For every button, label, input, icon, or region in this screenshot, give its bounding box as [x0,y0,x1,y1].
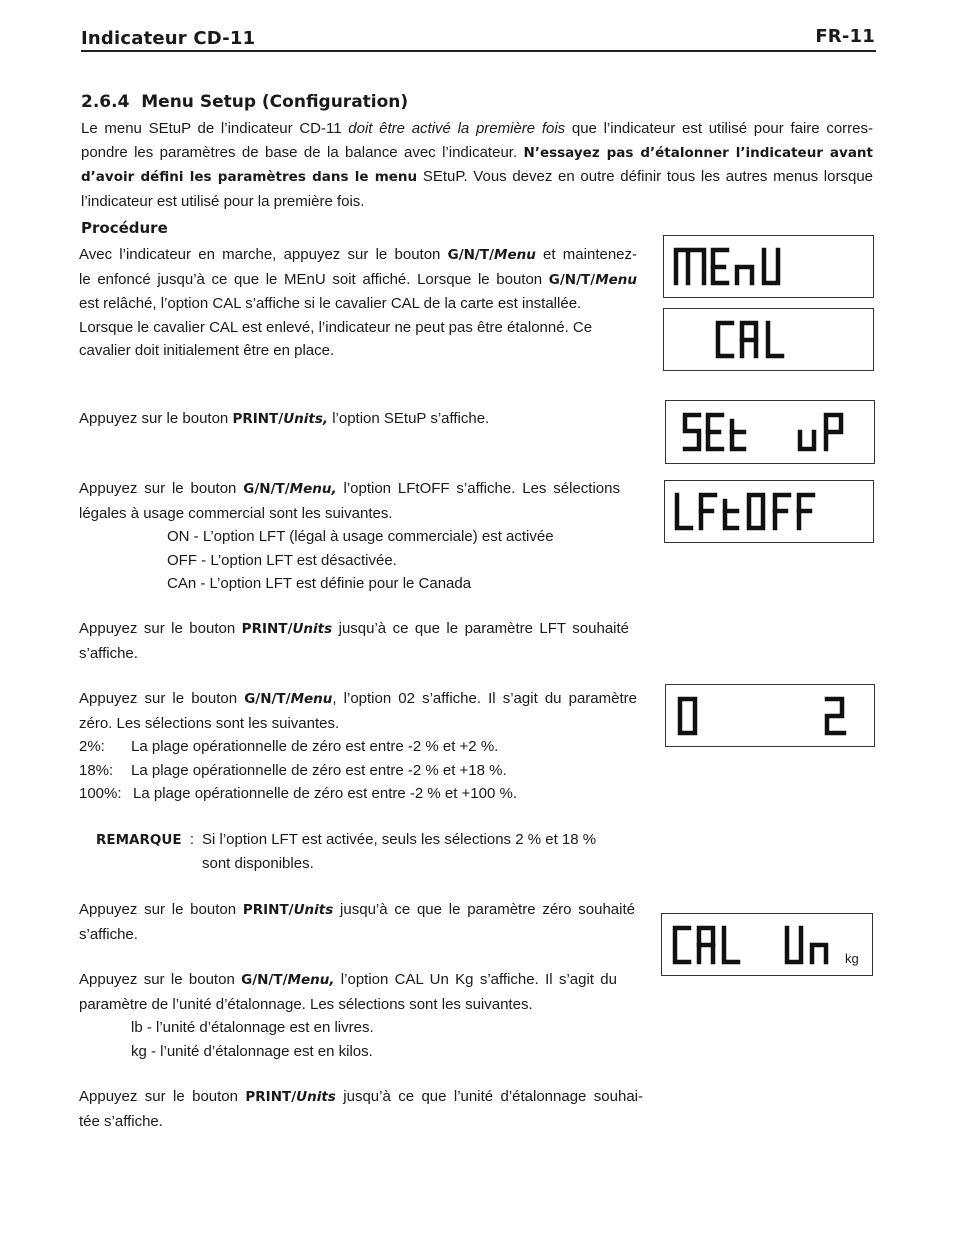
intro-paragraph [81,117,873,213]
intro-line: d’avoir défini les paramètres dans le menu SEtuP. Vous devez en outre définir tous les autres menus lorsque [81,168,874,185]
step-2: Appuyez sur le bouton PRINT/Units, l’option SEtuP s’affiche. [79,410,490,427]
zero-option-18: 18%: La plage opérationnelle de zéro est entre -2 % et +18 %. [79,761,507,779]
lcd-calun-text [662,914,871,974]
lft-option-can: CAn - L’option LFT est définie pour le Canada [167,575,472,592]
unit-option-kg: kg - l’unité d’étalonnage est en kilos. [131,1042,373,1060]
note-block: REMARQUE : [96,831,195,848]
lcd-calun-display [661,913,873,976]
step-3: Appuyez sur le bouton G/N/T/Menu, l’option LFtOFF s’affiche. Les sélections légales à usage commercial sont les suivantes. ON - L’option LFT (légal à usage commerciale) est activée OFF - L’option LFT est désactivée. CAn - L’option LFT est définie pour le Canada [79,477,620,596]
lcd-setup-text [666,401,873,462]
section-title [81,92,408,112]
lcd-menu-text [664,236,872,296]
lcd-zero-display [665,684,875,747]
lcd-zero-text [666,685,873,745]
step-1: Avec l’indicateur en marche, appuyez sur le bouton G/N/T/Menu et maintenez- le enfoncé jusqu’à ce que le MEnU soit affiché. Lorsque le bouton G/N/T/Menu est relâché, l’option CAL s’affiche si le cavalier CAL de la carte est installée. Lorsque le cavalier CAL est enlevé, l’indicateur ne peut pas être étalonné. Ce cavalier doit initialement être en place. [79,246,638,359]
lcd-cal-display [663,308,874,371]
page-number: FR-11 [815,26,875,47]
step-5: Appuyez sur le bouton G/N/T/Menu, l’option 02 s’affiche. Il s’agit du paramètre zéro. Les sélections sont les suivantes. 2%: La plage opérationnelle de zéro est entre -2 % et +2 %. 18%: La plage opérationnelle de zéro est entre -2 % et +18 %. 100%: La plage opérationnelle de zéro est entre -2 % et +100 %. [79,687,637,806]
section-name: Menu Setup (Configuration) [141,92,409,112]
lcd-lftoff-text [665,481,872,541]
note-label: REMARQUE [96,832,182,848]
intro-line: pondre les paramètres de base de la balance avec l’indicateur. N’essayez pas d’étalonner l’indicateur avant [81,143,873,161]
intro-line: l’indicateur est utilisé pour la première fois. [81,192,365,210]
header-rule [81,50,876,52]
procedure-title: Procédure [81,219,168,237]
unit-option-lb: lb - l’unité d’étalonnage est en livres. [131,1019,374,1036]
step-4: Appuyez sur le bouton PRINT/Units jusqu’à ce que le paramètre LFT souhaité s’affiche. [79,620,630,662]
lcd-unit-kg: kg [845,951,859,966]
lft-option-on: ON - L’option LFT (légal à usage commerciale) est activée [167,528,554,545]
step-7: Appuyez sur le bouton G/N/T/Menu, l’option CAL Un Kg s’affiche. Il s’agit du paramètre de l’unité d’étalonnage. Les sélections sont les suivantes. lb - l’unité d’étalonnage est en livres. kg - l’unité d’étalonnage est en kilos. [79,968,617,1063]
lft-option-off: OFF - L’option LFT est désactivée. [167,551,397,569]
zero-option-100: 100%: La plage opérationnelle de zéro est entre -2 % et +100 %. [79,785,518,802]
step-8: Appuyez sur le bouton PRINT/Units jusqu’à ce que l’unité d’étalonnage souhai- tée s’affiche. [79,1088,643,1130]
lcd-menu-display [663,235,874,298]
step-6: Appuyez sur le bouton PRINT/Units jusqu’à ce que le paramètre zéro souhaité s’affiche. [79,901,635,943]
intro-line: Le menu SEtuP de l’indicateur CD-11 doit être activé la première fois que l’indicateur est utilisé pour faire corres- [81,120,874,137]
section-number: 2.6.4 [81,92,130,112]
note-text: Si l’option LFT est activée, seuls les sélections 2 % et 18 % sont disponibles. [202,831,597,872]
zero-option-2: 2%: La plage opérationnelle de zéro est entre -2 % et +2 %. [79,738,499,755]
lcd-cal-text [664,309,872,369]
lcd-setup-display [665,400,875,464]
header-title: Indicateur CD-11 [81,28,256,49]
lcd-lftoff-display [664,480,874,543]
